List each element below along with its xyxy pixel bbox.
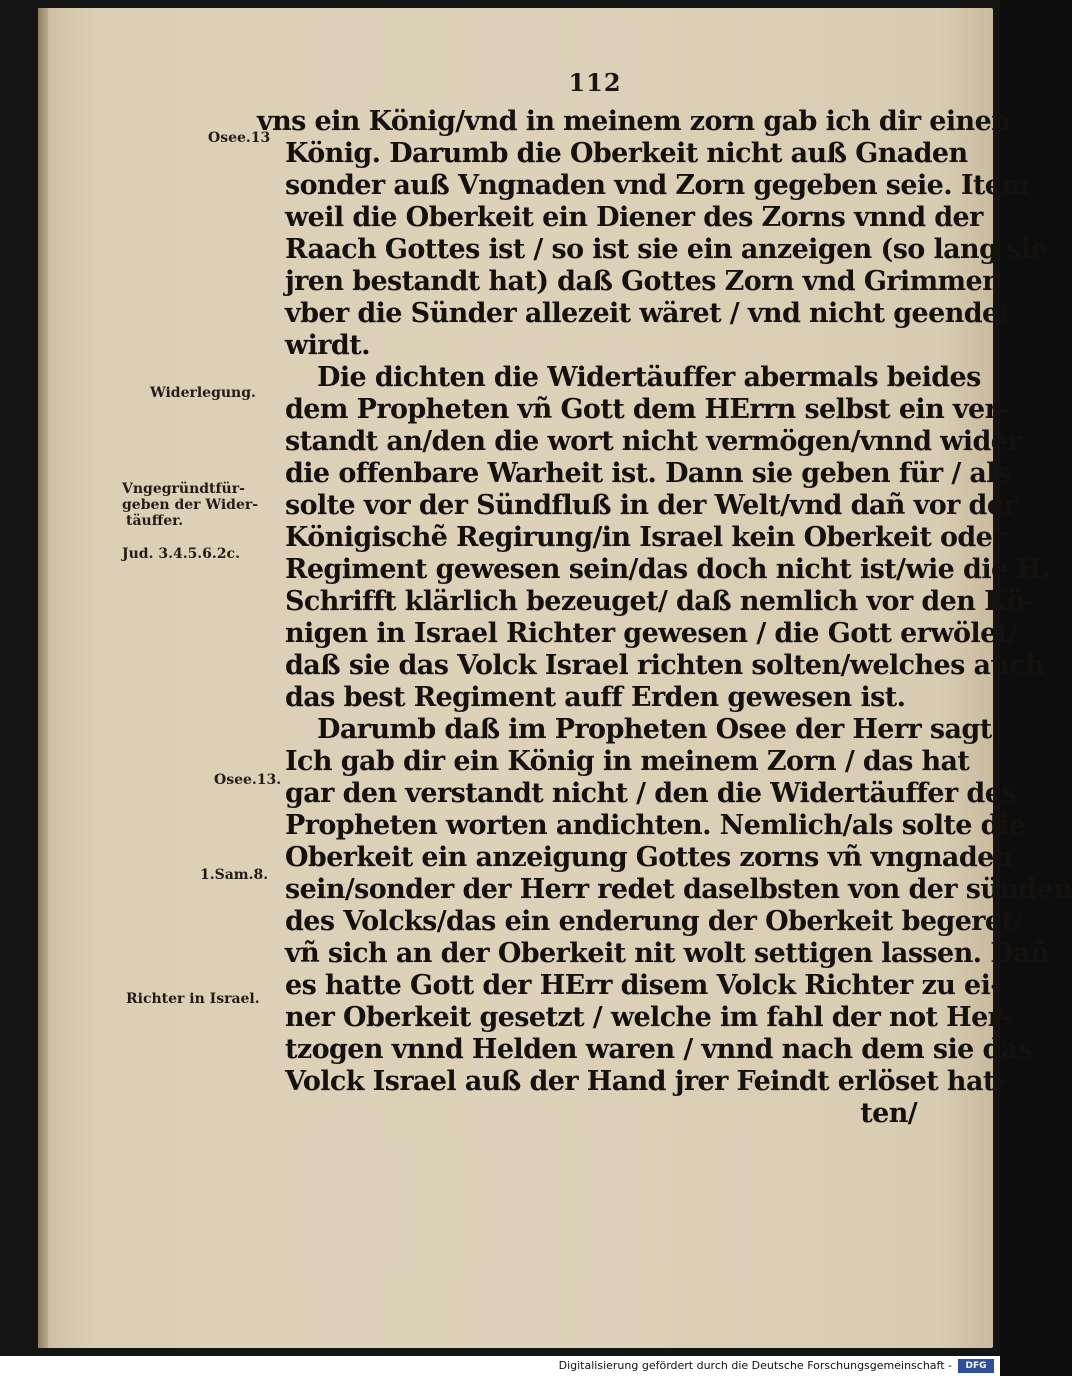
text-line: ner Oberkeit gesetzt / welche im fahl der not Her- bbox=[285, 1002, 1012, 1033]
text-line: weil die Oberkeit ein Diener des Zorns vnnd der bbox=[285, 202, 983, 233]
text-line: tzogen vnnd Helden waren / vnnd nach dem sie das bbox=[285, 1034, 1033, 1065]
text-line: Die dichten die Widertäuffer abermals beides bbox=[317, 362, 981, 393]
text-line: die offenbare Warheit ist. Dann sie geben für / als bbox=[285, 458, 1011, 489]
funding-note: Digitalisierung gefördert durch die Deutsche Forschungsgemeinschaft - bbox=[558, 1359, 952, 1372]
text-line: solte vor der Sündfluß in der Welt/vnd dañ vor der bbox=[285, 490, 1018, 521]
text-line: gar den verstandt nicht / den die Widertäuffer des bbox=[285, 778, 1016, 809]
margin-note-jud: Jud. 3.4.5.6.2c. bbox=[122, 546, 240, 562]
text-line: vns ein König/vnd in meinem zorn gab ich dir einen bbox=[257, 106, 1011, 137]
text-line: Volck Israel auß der Hand jrer Feindt erlöset hat- bbox=[285, 1066, 1006, 1097]
text-line: daß sie das Volck Israel richten solten/welches auch bbox=[285, 650, 1045, 681]
catchword: ten/ bbox=[860, 1098, 917, 1129]
text-line: Darumb daß im Propheten Osee der Herr sagt: bbox=[317, 714, 1001, 745]
text-line: Ich gab dir ein König in meinem Zorn / das hat bbox=[285, 746, 970, 777]
body-text bbox=[245, 106, 1072, 1130]
page-gutter-edge bbox=[38, 8, 48, 1348]
text-line: Schrifft klärlich bezeuget/ daß nemlich vor den Kö- bbox=[285, 586, 1035, 617]
page-number: 112 bbox=[568, 68, 622, 97]
margin-note-osee-13b: Osee.13. bbox=[214, 772, 282, 788]
text-line: Propheten worten andichten. Nemlich/als solte die bbox=[285, 810, 1026, 841]
margin-note-widerlegung: Widerlegung. bbox=[150, 385, 256, 401]
text-line: vber die Sünder allezeit wäret / vnd nicht geendet bbox=[285, 298, 1011, 329]
text-line: vñ sich an der Oberkeit nit wolt settigen lassen. Dañ bbox=[285, 938, 1049, 969]
margin-note-richter-in-israel: Richter in Israel. bbox=[126, 991, 260, 1007]
text-line: das best Regiment auff Erden gewesen ist. bbox=[285, 682, 906, 713]
text-line: Raach Gottes ist / so ist sie ein anzeigen (so lang sie bbox=[285, 234, 1047, 265]
text-line: nigen in Israel Richter gewesen / die Gott erwölet/ bbox=[285, 618, 1018, 649]
margin-note-geben-der-wider: geben der Wider- bbox=[122, 497, 259, 513]
margin-note-taeuffer: täuffer. bbox=[126, 513, 184, 529]
text-line: sein/sonder der Herr redet daselbsten von der sünden bbox=[285, 874, 1072, 905]
text-line: Oberkeit ein anzeigung Gottes zorns vñ vngnaden bbox=[285, 842, 1013, 873]
text-line: sonder auß Vngnaden vnd Zorn gegeben seie. Item bbox=[285, 170, 1030, 201]
text-line: Regiment gewesen sein/das doch nicht ist/wie die H. bbox=[285, 554, 1051, 585]
text-line: wirdt. bbox=[285, 330, 370, 361]
text-line: König. Darumb die Oberkeit nicht auß Gnaden bbox=[285, 138, 968, 169]
margin-note-osee-13: Osee.13 bbox=[208, 130, 271, 146]
footer-bar bbox=[0, 1356, 1000, 1376]
text-line: standt an/den die wort nicht vermögen/vnnd wider bbox=[285, 426, 1021, 457]
text-line: dem Propheten vñ Gott dem HErrn selbst ein ver- bbox=[285, 394, 1009, 425]
dfg-logo: DFG bbox=[958, 1359, 994, 1373]
margin-note-1-sam-8: 1.Sam.8. bbox=[200, 867, 269, 883]
text-line: jren bestandt hat) daß Gottes Zorn vnd Grimmen bbox=[285, 266, 1002, 297]
text-line: Königischẽ Regirung/in Israel kein Oberkeit oder bbox=[285, 522, 1006, 553]
text-line: es hatte Gott der HErr disem Volck Richter zu ei- bbox=[285, 970, 1001, 1001]
margin-note-vngegruendt: Vngegründtfür- bbox=[122, 481, 245, 497]
text-line: des Volcks/das ein enderung der Oberkeit begeret/ bbox=[285, 906, 1023, 937]
